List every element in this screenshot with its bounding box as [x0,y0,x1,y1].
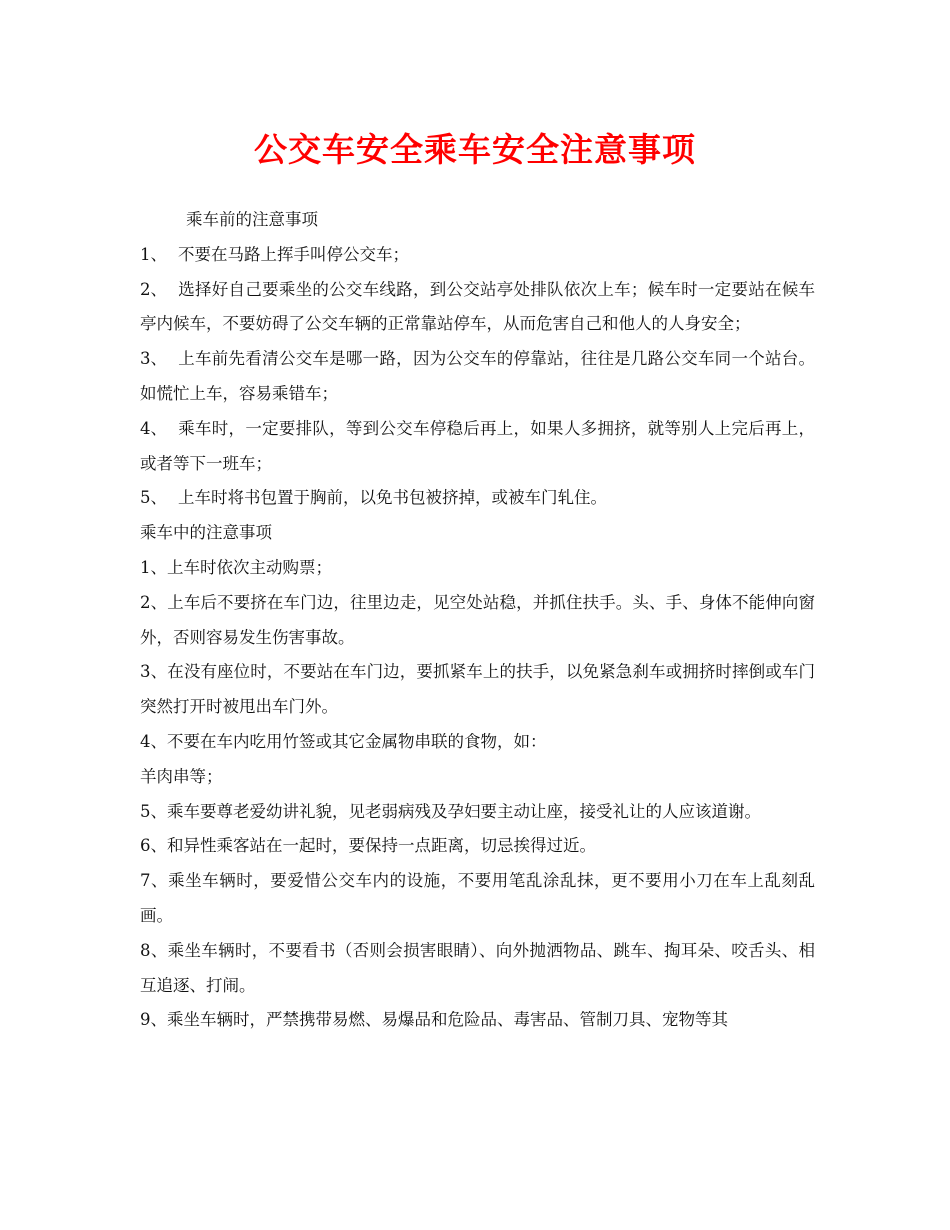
list-item: 1、上车时依次主动购票； [140,557,332,577]
list-text: 乘车时，一定要排队，等到公交车停稳后再上，如果人多拥挤，就等别人上完后再上，或者等下一班车； [140,418,815,473]
section-heading-during-ride: 乘车中的注意事项 [140,523,272,543]
list-item: 8、乘坐车辆时，不要看书（否则会损害眼睛）、向外抛洒物品、跳车、掏耳朵、咬舌头、相互追逐、打闹。 [140,940,815,995]
document-title: 公交车安全乘车安全注意事项 [254,130,696,169]
list-item: 2、上车后不要挤在车门边，往里边走，见空处站稳，并抓住扶手。头、手、身体不能伸向窗外，否则容易发生伤害事故。 [140,592,815,647]
list-item: 3、在没有座位时，不要站在车门边，要抓紧车上的扶手，以免紧急刹车或拥挤时摔倒或车门突然打开时被甩出车门外。 [140,662,815,717]
list-text: 选择好自己要乘坐的公交车线路，到公交站亭处排队依次上车；候车时一定要站在候车亭内候车，不要妨碍了公交车辆的正常靠站停车，从而危害自己和他人的人身安全； [140,279,815,334]
list-item [140,481,815,516]
list-item [140,273,815,343]
section-heading-before-boarding: 乘车前的注意事项 [186,210,318,229]
list-item: 5、乘车要尊老爱幼讲礼貌，见老弱病残及孕妇要主动让座，接受礼让的人应该道谢。 [140,801,761,821]
list-number: 1、 [140,244,167,264]
list-number: 5、 [140,488,167,508]
document-body [140,203,815,1038]
list-item: 4、不要在车内吃用竹签或其它金属物串联的食物，如： [140,731,547,751]
list-item-continuation: 羊肉串等； [140,766,223,786]
list-item [140,412,815,482]
list-text: 上车前先看清公交车是哪一路，因为公交车的停靠站，往往是几路公交车同一个站台。如慌忙上车，容易乘错车； [140,349,815,403]
list-number: 4、 [140,418,167,438]
list-item: 6、和异性乘客站在一起时，要保持一点距离，切忌挨得过近。 [140,836,596,856]
list-text: 上车时将书包置于胸前，以免书包被挤掉，或被车门轧住。 [178,488,607,508]
list-item [140,238,815,273]
list-item [140,342,815,412]
list-number: 2、 [140,279,167,299]
list-text: 不要在马路上挥手叫停公交车； [178,244,409,264]
list-item: 7、乘坐车辆时，要爱惜公交车内的设施，不要用笔乱涂乱抹，更不要用小刀在车上乱刻乱画。 [140,871,815,925]
list-number: 3、 [140,349,167,369]
list-item: 9、乘坐车辆时，严禁携带易燃、易爆品和危险品、毒害品、管制刀具、宠物等其 [140,1010,728,1030]
